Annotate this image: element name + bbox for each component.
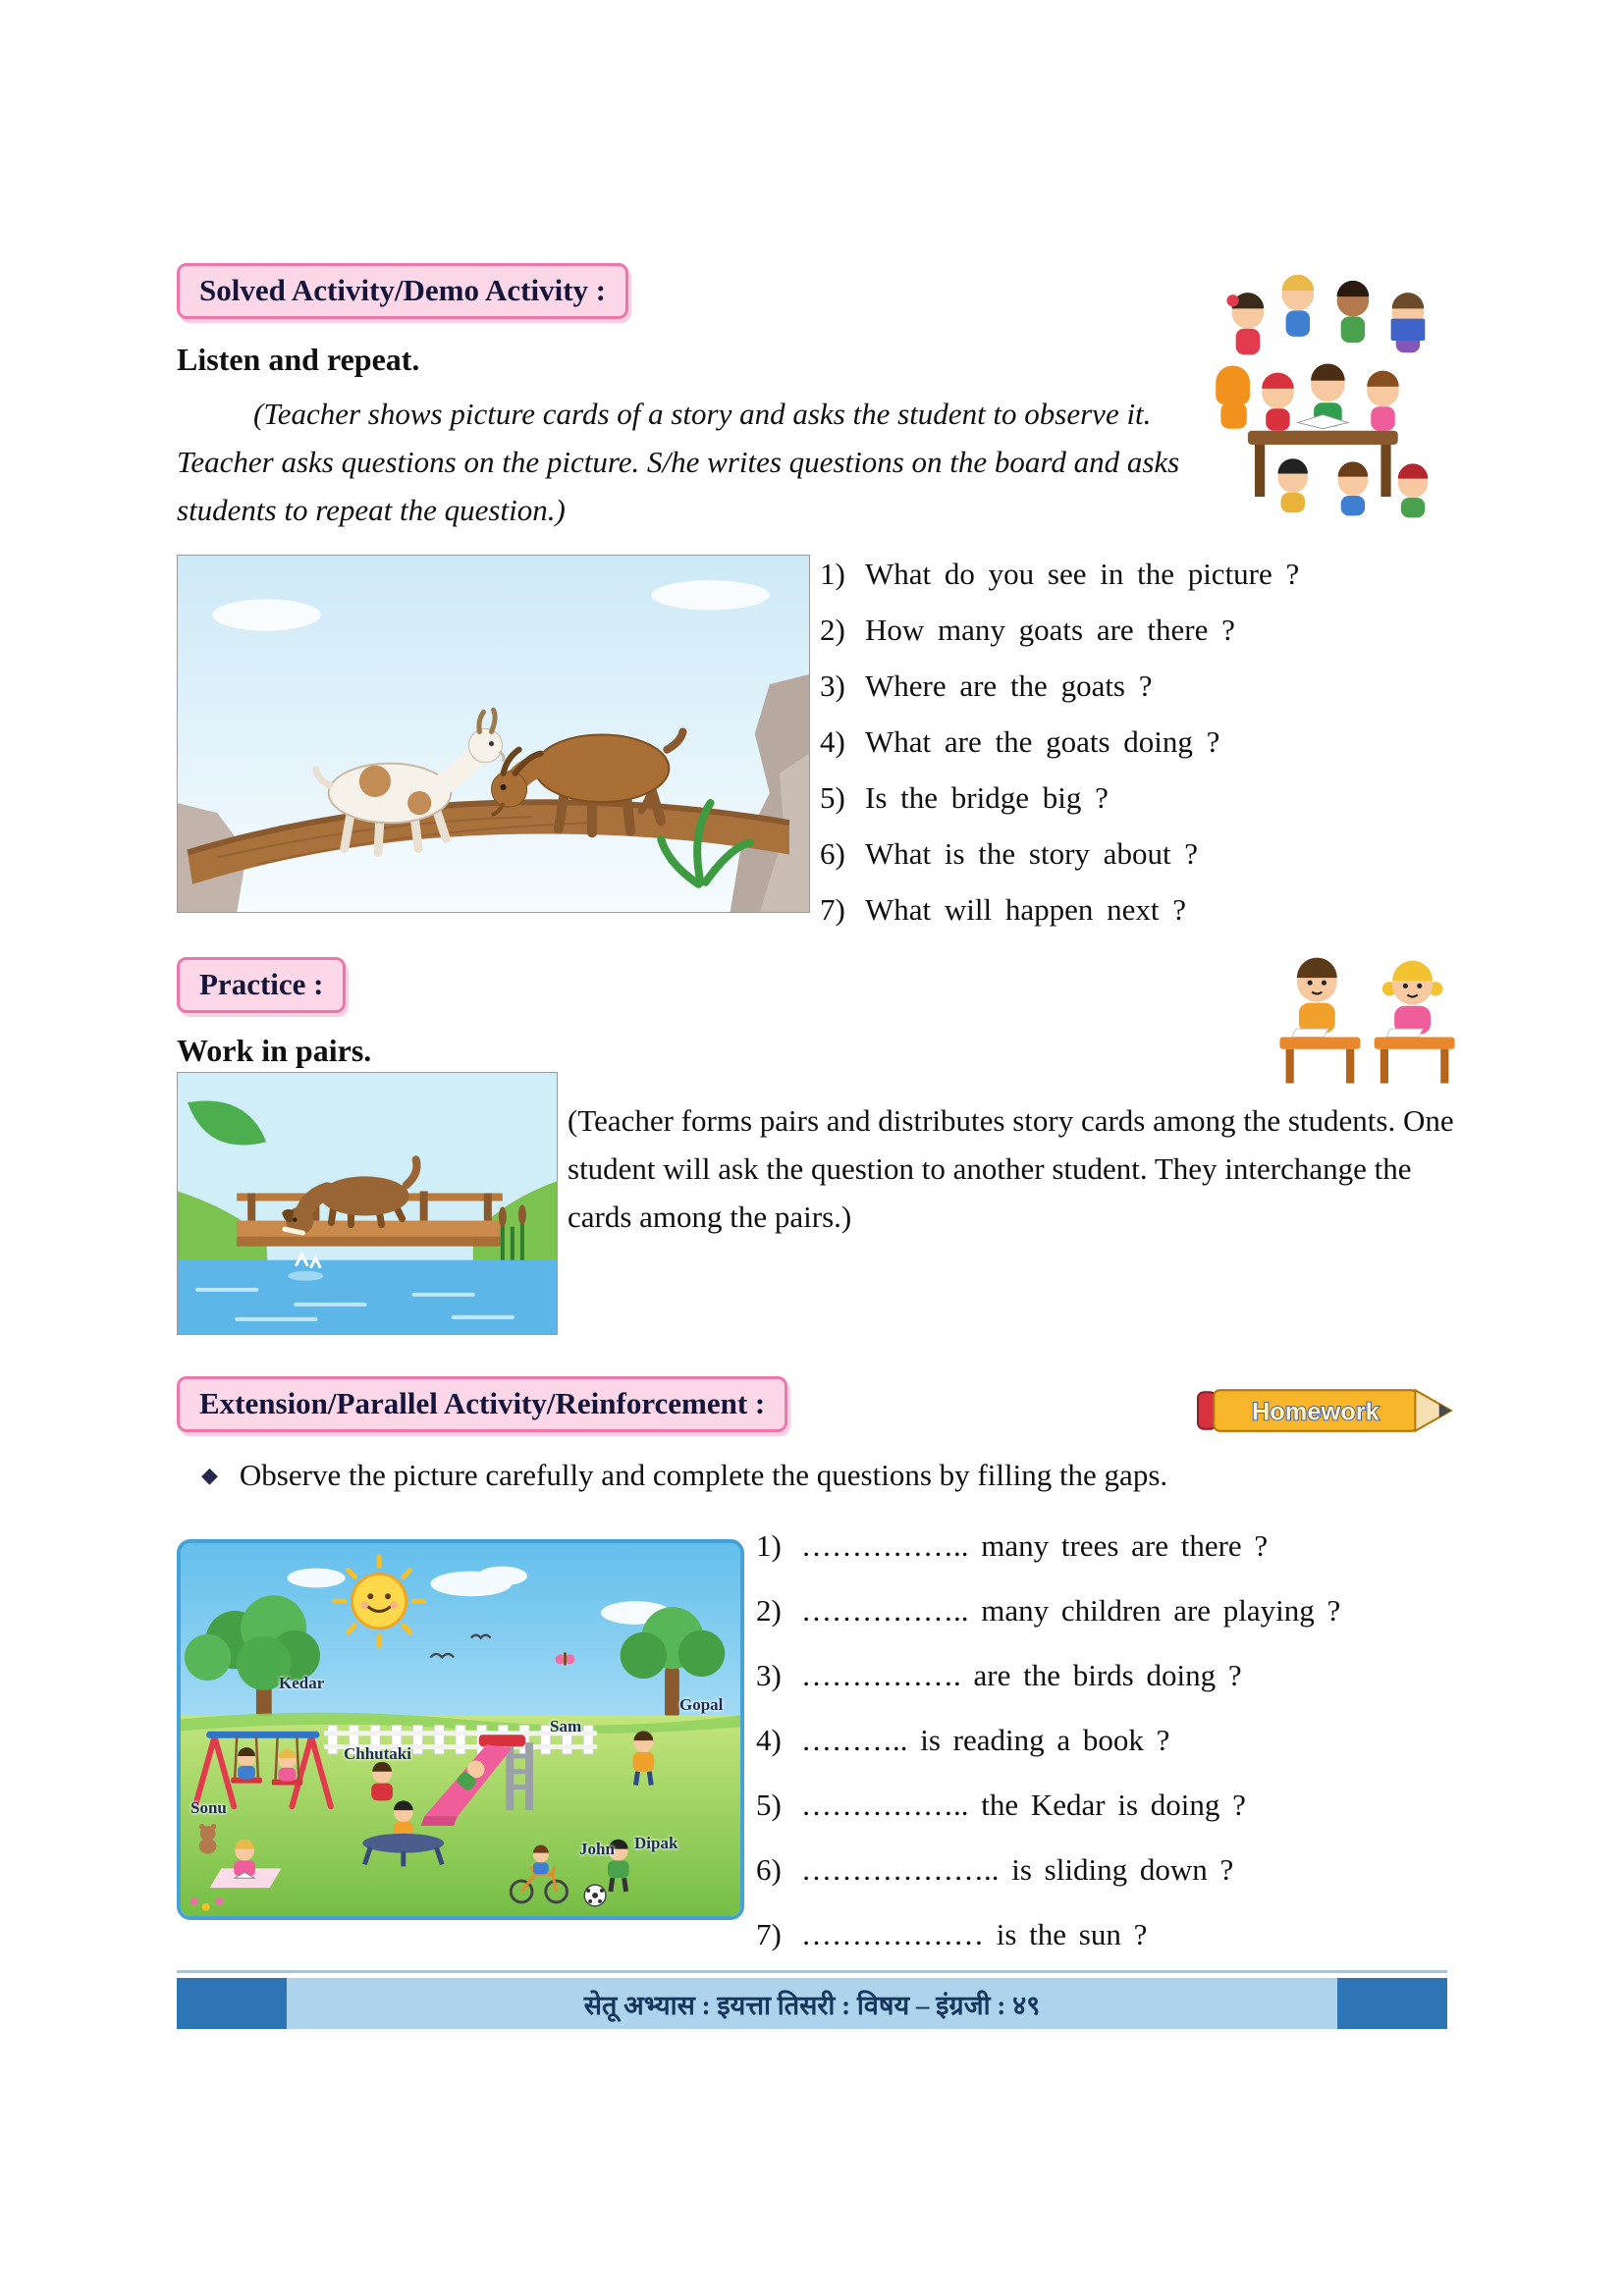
goats-bridge-illustration xyxy=(178,556,809,912)
question-item xyxy=(756,1643,1340,1708)
question-number: 3) xyxy=(756,1658,782,1692)
question-text: What is the story about ? xyxy=(865,836,1199,871)
homework-pencil-badge xyxy=(1196,1382,1457,1439)
pair-work-kids-drawing xyxy=(1262,934,1473,1099)
question-text: ……………. are the birds doing ? xyxy=(801,1658,1242,1692)
question-number: 6) xyxy=(820,836,845,871)
question-number: 2) xyxy=(756,1593,782,1628)
question-text: ……………….. is sliding down ? xyxy=(801,1852,1234,1887)
footer-bar xyxy=(177,1978,1447,2029)
playground-label-chhutaki: Chhutaki xyxy=(344,1744,411,1763)
extension-box: Extension/Parallel Activity/Reinforcement : xyxy=(177,1376,787,1432)
question-item xyxy=(820,770,1299,826)
listen-and-repeat-heading: Listen and repeat. xyxy=(177,342,420,377)
dog-bridge-figure xyxy=(177,1072,558,1335)
question-item xyxy=(756,1773,1340,1838)
classroom-kids-drawing xyxy=(1203,250,1463,535)
question-number: 4) xyxy=(756,1723,782,1757)
question-item xyxy=(756,1578,1340,1643)
question-number: 3) xyxy=(820,668,845,703)
question-number: 4) xyxy=(820,724,845,759)
work-in-pairs-heading: Work in pairs. xyxy=(177,1033,372,1068)
footer-accent-right xyxy=(1337,1978,1447,2029)
question-item xyxy=(756,1902,1340,1967)
playground-label-sonu: Sonu xyxy=(190,1798,227,1817)
soccer-ball-icon xyxy=(584,1885,606,1906)
diamond-bullet-icon: ◆ xyxy=(201,1463,218,1487)
question-text: What will happen next ? xyxy=(865,892,1187,927)
extension-bullet-text: Observe the picture carefully and complete the questions by filling the gaps. xyxy=(239,1458,1168,1492)
question-text: …………….. the Kedar is doing ? xyxy=(801,1788,1246,1822)
solved-activity-questions xyxy=(820,546,1299,937)
goats-bridge-figure xyxy=(177,555,810,913)
question-text: ……………… is the sun ? xyxy=(801,1917,1148,1951)
solved-activity-instruction: (Teacher shows picture cards of a story and asks the student to observe it. Teacher asks questions on the picture. S/he writes questions on the board and asks students to repeat the question.) xyxy=(177,397,1180,527)
question-item xyxy=(820,714,1299,770)
playground-label-dipak: Dipak xyxy=(634,1834,678,1852)
question-text: …………….. many children are playing ? xyxy=(801,1593,1341,1628)
question-item xyxy=(820,658,1299,714)
playground-label-john: John xyxy=(579,1840,615,1858)
footer-accent-left xyxy=(177,1978,287,2029)
extension-questions xyxy=(756,1514,1340,1967)
question-text: Is the bridge big ? xyxy=(865,780,1109,815)
question-number: 2) xyxy=(820,613,845,647)
question-item xyxy=(756,1838,1340,1902)
dog-bridge-illustration xyxy=(178,1073,557,1334)
extension-bullet-line xyxy=(201,1458,1468,1493)
pair-work-kids-illustration xyxy=(1262,934,1473,1099)
question-item xyxy=(756,1708,1340,1773)
playground-label-sam: Sam xyxy=(550,1717,582,1735)
question-item xyxy=(820,826,1299,881)
playground-label-gopal: Gopal xyxy=(679,1695,724,1714)
question-text: What do you see in the picture ? xyxy=(865,557,1300,591)
question-item xyxy=(820,546,1299,602)
practice-box: Practice : xyxy=(177,957,346,1013)
question-number: 7) xyxy=(820,892,845,927)
footer-text: सेतू अभ्यास : इयत्ता तिसरी : विषय – इंग्रजी : ४९ xyxy=(583,1990,1041,2020)
playground-figure xyxy=(177,1539,744,1920)
question-text: How many goats are there ? xyxy=(865,613,1235,647)
question-item xyxy=(820,602,1299,658)
question-text: …………….. many trees are there ? xyxy=(801,1528,1269,1563)
classroom-kids-illustration xyxy=(1203,250,1463,535)
practice-instruction: (Teacher forms pairs and distributes story cards among the students. One student will ask the question to another student. They interchange the cards among the pairs.) xyxy=(568,1103,1454,1234)
question-number: 7) xyxy=(756,1917,782,1951)
question-number: 1) xyxy=(756,1528,782,1563)
question-item xyxy=(820,881,1299,937)
question-number: 1) xyxy=(820,557,845,591)
question-text: Where are the goats ? xyxy=(865,668,1153,703)
question-text: ……….. is reading a book ? xyxy=(801,1723,1170,1757)
playground-illustration xyxy=(181,1543,740,1919)
playground-label-kedar: Kedar xyxy=(279,1674,325,1692)
pencil-icon xyxy=(1196,1382,1457,1439)
question-number: 6) xyxy=(756,1852,782,1887)
question-item xyxy=(756,1514,1340,1578)
homework-label: Homework xyxy=(1251,1398,1380,1426)
question-text: What are the goats doing ? xyxy=(865,724,1220,759)
solved-activity-box: Solved Activity/Demo Activity : xyxy=(177,263,628,319)
question-number: 5) xyxy=(820,780,845,815)
question-number: 5) xyxy=(756,1788,782,1822)
